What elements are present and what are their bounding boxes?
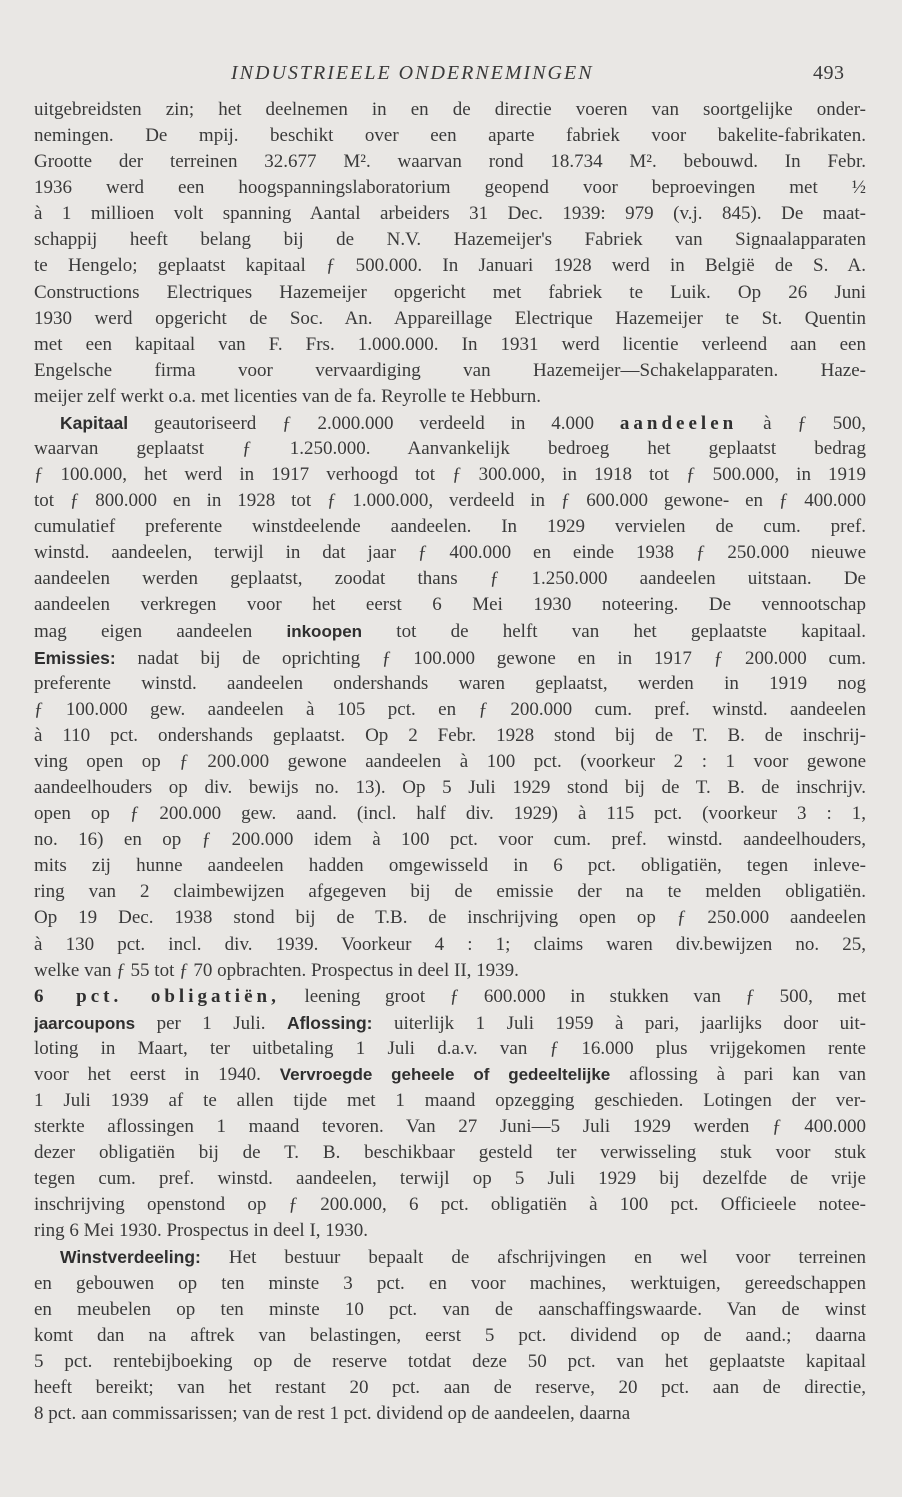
text-run: open op ƒ 200.000 gew. aand. (incl. half div. 1929) à 115 pct. (voorkeur 3 : 1,	[34, 803, 866, 825]
text-line	[34, 1192, 866, 1218]
page-body-text	[34, 97, 866, 1427]
page-number: 493	[813, 62, 845, 84]
text-run: 5 pct. rentebijboeking op de reserve totdat deze 50 pct. van het geplaatste kapitaal	[34, 1350, 866, 1372]
text-run: ving open op ƒ 200.000 gewone aandeelen à 100 pct. (voorkeur 2 : 1 voor gewone	[34, 750, 866, 772]
header-title: INDUSTRIEELE ONDERNEMINGEN	[231, 62, 594, 84]
text-line	[34, 123, 866, 149]
text-line	[34, 1297, 866, 1323]
text-line	[34, 853, 866, 879]
text-run: winstd. aandeelen, terwijl in dat jaar ƒ 400.000 en einde 1938 ƒ 250.000 nieuwe	[34, 542, 866, 564]
text-run: Het bestuur bepaalt de afschrijvingen en wel voor terreinen	[200, 1247, 866, 1269]
text-run: Op 19 Dec. 1938 stond bij de T.B. de inschrijving open op ƒ 250.000 aandeelen	[34, 907, 866, 929]
text-run: per 1 Juli.	[135, 1012, 287, 1034]
text-run: mits zij hunne aandeelen hadden omgewisseld in 6 pct. obligatiën, tegen inleve-	[34, 855, 866, 877]
section-heading: jaarcoupons	[34, 1013, 136, 1033]
section-heading: inkoopen	[286, 621, 363, 641]
text-line	[34, 775, 866, 801]
text-line	[34, 645, 866, 671]
text-run: ring van 2 claimbewijzen afgegeven bij de emissie der na te melden obligatiën.	[34, 881, 866, 903]
text-line	[34, 1062, 866, 1088]
text-line	[34, 1166, 866, 1192]
text-run: 1936 werd een hoogspanningslaboratorium geopend voor beproevingen met ½	[34, 177, 866, 199]
text-run: schappij heeft belang bij de N.V. Hazemeijer's Fabriek van Signaalapparaten	[34, 229, 866, 251]
text-line	[34, 540, 866, 566]
text-line	[34, 97, 866, 123]
text-line	[34, 436, 866, 462]
text-run: no. 16) en op ƒ 200.000 idem à 100 pct. voor cum. pref. winstd. aandeelhouders,	[34, 829, 866, 851]
text-line	[34, 253, 866, 279]
text-line	[34, 932, 866, 958]
text-run: sterkte aflossingen 1 maand tevoren. Van 27 Juni—5 Juli 1929 werden ƒ 400.000	[34, 1116, 866, 1138]
text-line	[34, 462, 866, 488]
text-line	[34, 201, 866, 227]
text-run: ƒ 100.000, het werd in 1917 verhoogd tot ƒ 300.000, in 1918 tot ƒ 500.000, in 1919	[34, 464, 866, 486]
text-run: 8 pct. aan commissarissen; van de rest 1 pct. dividend op de aandeelen, daarna	[34, 1402, 631, 1424]
text-line	[34, 1010, 866, 1036]
text-run: ring 6 Mei 1930. Prospectus in deel I, 1930.	[34, 1220, 369, 1242]
text-run: tegen cum. pref. winstd. aandeelen, terwijl op 5 Juli 1929 bij dezelfde de vrije	[34, 1168, 866, 1190]
text-run: aflossing à pari kan van	[610, 1063, 866, 1085]
text-line	[34, 149, 866, 175]
section-heading: aandeelen	[619, 412, 738, 434]
text-run: waarvan geplaatst ƒ 1.250.000. Aanvankelijk bedroeg het geplaatst bedrag	[34, 438, 866, 460]
text-line	[34, 1349, 866, 1375]
text-run: aandeelhouders op div. bewijs no. 13). Op 5 Juli 1929 stond bij de T. B. de inschrijv.	[34, 777, 866, 799]
text-line	[34, 697, 866, 723]
text-run: Constructions Electriques Hazemeijer opgericht met fabriek te Luik. Op 26 Juni	[34, 281, 866, 303]
text-line	[34, 1271, 866, 1297]
text-run: aandeelen verkregen voor het eerst 6 Mei 1930 noteering. De vennootschap	[34, 594, 866, 616]
text-run: uitgebreidsten zin; het deelnemen in en de directie voeren van soortgelijke onder-	[34, 99, 866, 120]
text-line	[34, 1323, 866, 1349]
text-run: en meubelen op ten minste 10 pct. van de aanschaffingswaarde. Van de winst	[34, 1298, 866, 1320]
text-line	[34, 175, 866, 201]
text-line	[34, 1218, 866, 1244]
text-line	[34, 801, 866, 827]
text-line	[34, 410, 866, 436]
text-run: voor het eerst in 1940.	[34, 1063, 280, 1085]
text-line	[34, 1036, 866, 1062]
text-line	[34, 280, 866, 306]
text-run: welke van ƒ 55 tot ƒ 70 opbrachten. Prospectus in deel II, 1939.	[34, 959, 519, 981]
text-run: heeft bereikt; van het restant 20 pct. aan de reserve, 20 pct. aan de directie,	[34, 1376, 866, 1398]
text-run: Grootte der terreinen 32.677 M². waarvan rond 18.734 M². bebouwd. In Febr.	[34, 151, 866, 173]
text-line	[34, 1244, 866, 1270]
text-run: tot ƒ 800.000 en in 1928 tot ƒ 1.000.000, verdeeld in ƒ 600.000 gewone- en ƒ 400.000	[34, 490, 866, 512]
section-heading: Vervroegde geheele of gedeeltelijke	[279, 1064, 611, 1084]
text-run: geautoriseerd ƒ 2.000.000 verdeeld in 4.000	[128, 412, 620, 434]
text-line	[34, 619, 866, 645]
text-run: 1 Juli 1939 af te allen tijde met 1 maand opzegging geschieden. Lotingen der ver-	[34, 1089, 866, 1111]
text-line	[34, 671, 866, 697]
text-line	[34, 1088, 866, 1114]
section-heading: Emissies:	[34, 647, 116, 668]
text-run: loting in Maart, ter uitbetaling 1 Juli d.a.v. van ƒ 16.000 plus vrijgekomen rente	[34, 1037, 866, 1059]
text-run: leening groot ƒ 600.000 in stukken van ƒ 500, met	[279, 985, 866, 1007]
text-line	[34, 958, 866, 984]
text-line	[34, 566, 866, 592]
text-run: te Hengelo; geplaatst kapitaal ƒ 500.000. In Januari 1928 werd in België de S. A.	[34, 255, 866, 277]
text-run: komt dan na aftrek van belastingen, eerst 5 pct. dividend op de aand.; daarna	[34, 1324, 866, 1346]
text-line	[34, 879, 866, 905]
text-run: uiterlijk 1 Juli 1959 à pari, jaarlijks door uit-	[372, 1012, 866, 1034]
text-line	[34, 384, 866, 410]
text-line	[34, 1375, 866, 1401]
text-run: inschrijving openstond op ƒ 200.000, 6 pct. obligatiën à 100 pct. Officieele notee-	[34, 1194, 866, 1216]
text-run: tot de helft van het geplaatste kapitaal.	[362, 620, 866, 642]
text-run: meijer zelf werkt o.a. met licenties van de fa. Reyrolle te Hebburn.	[34, 385, 541, 407]
section-heading: Kapitaal	[60, 412, 129, 433]
text-line	[34, 749, 866, 775]
text-run: dezer obligatiën bij de T. B. beschikbaar gesteld ter verwisseling stuk voor stuk	[34, 1142, 866, 1164]
text-run: à 130 pct. incl. div. 1939. Voorkeur 4 : 1; claims waren div.bewijzen no. 25,	[34, 933, 866, 955]
text-run: aandeelen werden geplaatst, zoodat thans ƒ 1.250.000 aandeelen uitstaan. De	[34, 568, 866, 590]
text-line	[34, 905, 866, 931]
text-run: à ƒ 500,	[737, 412, 866, 434]
text-run: mag eigen aandeelen	[34, 620, 287, 642]
text-run: nadat bij de oprichting ƒ 100.000 gewone en in 1917 ƒ 200.000 cum.	[115, 647, 866, 669]
text-line	[34, 1140, 866, 1166]
section-heading: 6 pct. obligatiën,	[34, 985, 280, 1007]
text-line	[34, 306, 866, 332]
text-run: ƒ 100.000 gew. aandeelen à 105 pct. en ƒ 200.000 cum. pref. winstd. aandeelen	[34, 698, 866, 720]
text-run: 1930 werd opgericht de Soc. An. Appareillage Electrique Hazemeijer te St. Quentin	[34, 307, 866, 329]
text-line	[34, 1114, 866, 1140]
running-header	[0, 60, 902, 88]
text-line	[34, 488, 866, 514]
section-heading: Winstverdeeling:	[60, 1247, 201, 1268]
text-line	[34, 358, 866, 384]
text-run: nemingen. De mpij. beschikt over een aparte fabriek voor bakelite-fabrikaten.	[34, 125, 866, 147]
text-line	[34, 227, 866, 253]
text-run: met een kapitaal van F. Frs. 1.000.000. In 1931 werd licentie verleend aan een	[34, 333, 866, 355]
text-run: à 1 millioen volt spanning Aantal arbeiders 31 Dec. 1939: 979 (v.j. 845). De maat-	[34, 203, 866, 225]
text-run: preferente winstd. aandeelen ondershands waren geplaatst, werden in 1919 nog	[34, 672, 866, 694]
text-line	[34, 514, 866, 540]
text-run: Engelsche firma voor vervaardiging van Hazemeijer—Schakelapparaten. Haze-	[34, 359, 866, 381]
text-line	[34, 827, 866, 853]
text-line	[34, 1401, 866, 1427]
text-line	[34, 723, 866, 749]
text-run: à 110 pct. ondershands geplaatst. Op 2 Febr. 1928 stond bij de T. B. de inschrij-	[34, 724, 866, 746]
section-heading: Aflossing:	[286, 1012, 373, 1033]
text-run: cumulatief preferente winstdeelende aandeelen. In 1929 vervielen de cum. pref.	[34, 516, 866, 538]
text-line	[34, 984, 866, 1010]
text-line	[34, 332, 866, 358]
text-line	[34, 592, 866, 618]
text-run: en gebouwen op ten minste 3 pct. en voor machines, werktuigen, gereedschappen	[34, 1272, 866, 1294]
